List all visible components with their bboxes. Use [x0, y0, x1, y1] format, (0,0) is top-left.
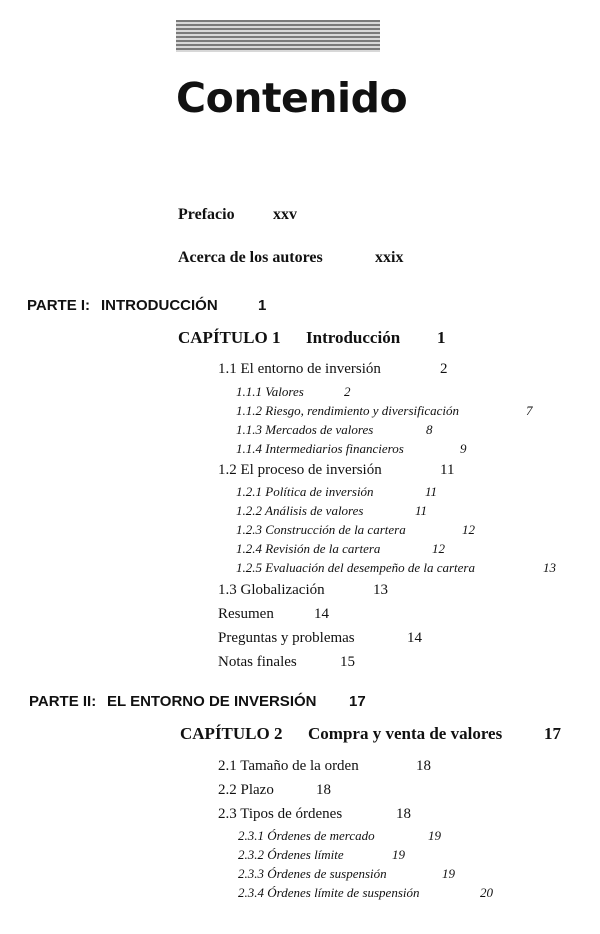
- toc-entry: 1.2.1 Política de inversión 11: [236, 484, 438, 499]
- part-label: PARTE II:: [29, 693, 97, 710]
- toc-entry: 1.3 Globalización 13: [218, 582, 388, 598]
- toc-entry: 2.3.3 Órdenes de suspensión 19: [238, 866, 455, 881]
- part-page: 17: [349, 693, 366, 710]
- chapter-label: CAPÍTULO 2: [180, 724, 283, 743]
- chapter-heading: [178, 328, 446, 348]
- chapter-title: Introducción: [306, 328, 401, 347]
- chapter-heading: [180, 724, 561, 744]
- toc-entry: 2.3.2 Órdenes límite 19: [238, 847, 405, 862]
- toc-entry: 1.1.4 Intermediarios financieros 9: [236, 441, 467, 456]
- entry-page: xxix: [375, 249, 404, 266]
- toc-entry: Notas finales 15: [218, 654, 355, 670]
- entry-title: Prefacio: [178, 206, 235, 223]
- toc-entry-acerca: [178, 249, 404, 267]
- page-title: Contenido: [176, 74, 408, 122]
- entry-title: Acerca de los autores: [178, 249, 323, 266]
- part-heading: [29, 693, 366, 710]
- toc-entry: 1.1 El entorno de inversión 2: [218, 361, 448, 377]
- chapter-page: 17: [544, 724, 561, 743]
- chapter-label: CAPÍTULO 1: [178, 328, 281, 347]
- part-label: PARTE I:: [27, 297, 91, 314]
- toc-entry: 2.3.4 Órdenes límite de suspensión 20: [238, 885, 493, 900]
- toc-entry: 1.2.4 Revisión de la cartera 12: [236, 541, 445, 556]
- chapter-title: Compra y venta de valores: [308, 724, 503, 743]
- chapter-page: 1: [437, 328, 446, 347]
- toc-entry: 1.1.1 Valores 2: [236, 384, 351, 399]
- toc-entry: 1.1.2 Riesgo, rendimiento y diversificación 7: [236, 403, 533, 418]
- toc-entry: 1.2.2 Análisis de valores 11: [236, 503, 428, 518]
- entry-page: xxv: [273, 206, 297, 223]
- toc-entry: 2.2 Plazo 18: [218, 782, 331, 798]
- part-page: 1: [258, 297, 267, 314]
- toc-entry: 2.1 Tamaño de la orden 18: [218, 758, 431, 774]
- toc-entry: 2.3.1 Órdenes de mercado 19: [238, 828, 441, 843]
- toc-entry: 2.3 Tipos de órdenes 18: [218, 806, 411, 822]
- toc-entry: Preguntas y problemas 14: [218, 630, 422, 646]
- toc-entry: 1.2.5 Evaluación del desempeño de la cartera 13: [236, 560, 556, 575]
- toc-entry: Resumen 14: [218, 606, 329, 622]
- toc-entry-prefacio: [178, 206, 297, 224]
- part-heading: [27, 297, 267, 314]
- toc-entry: 1.2.3 Construcción de la cartera 12: [236, 522, 475, 537]
- part-title: INTRODUCCIÓN: [101, 297, 218, 314]
- toc-entry: 1.2 El proceso de inversión 11: [218, 462, 455, 478]
- part-title: EL ENTORNO DE INVERSIÓN: [107, 693, 317, 710]
- header-bar-decoration: [176, 20, 380, 52]
- toc-entry: 1.1.3 Mercados de valores 8: [236, 422, 433, 437]
